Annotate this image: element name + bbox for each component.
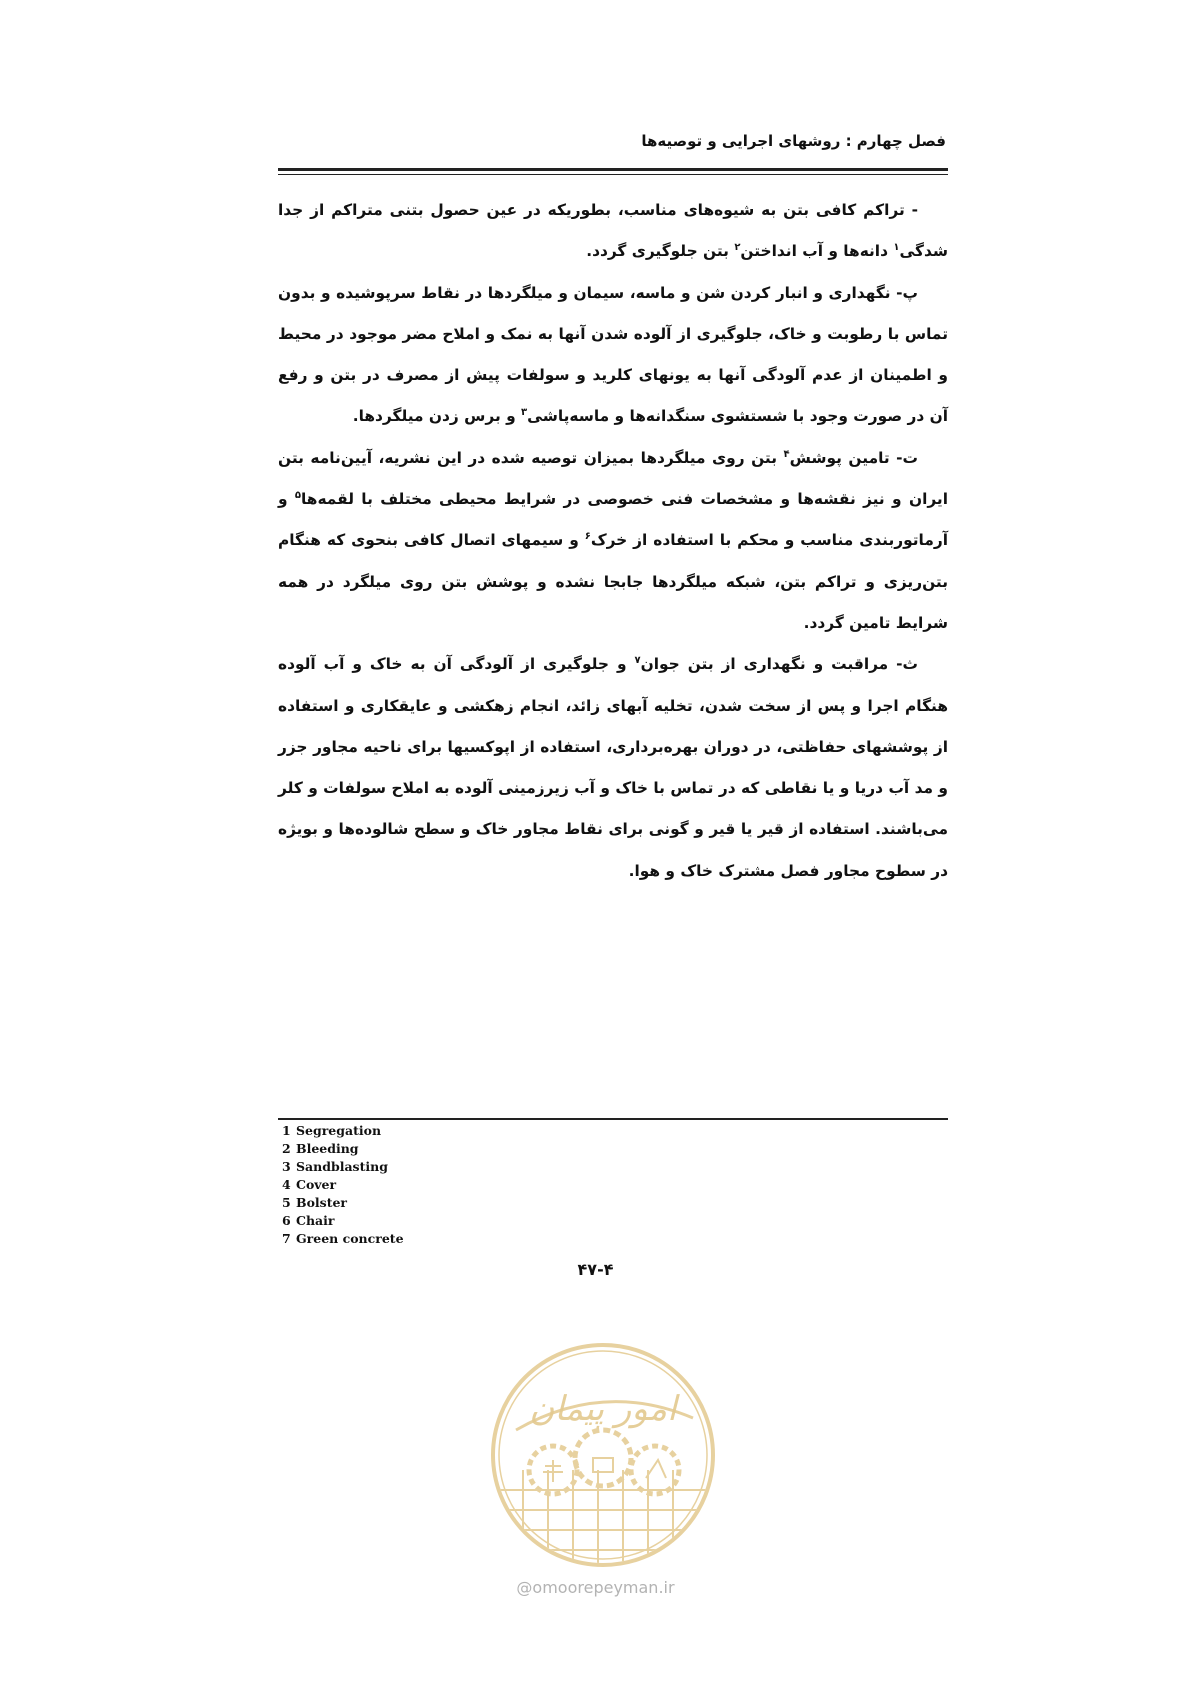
page-number: ۴۷-۴ (577, 1260, 614, 1279)
footnote-ref: ۷ (634, 655, 641, 667)
header-rule-thin (278, 174, 948, 175)
paragraph-text: پ- نگهداری و انبار کردن شن و ماسه، سیمان و میلگردها در نقاط سرپوشیده و بدون تماس با رطوبت و خاک، جلوگیری از آلوده شدن آنها به نمک و املاح مضر موجود در محیط و اطمینان از عدم آلودگی آنها به یونهای کلرید و سولفات پیش از مصرف در بتن و رفع آن در صورت وجود با شستشوی سنگدانه‌ها و ماسه‌پاشی (278, 283, 948, 426)
paragraph-text: - تراکم کافی بتن به شیوه‌های مناسب، بطوریکه در عین حصول بتنی متراکم از جدا شدگی (278, 201, 948, 261)
footnote-number: 5 (282, 1195, 291, 1210)
footnote-ref: ۲ (734, 242, 741, 254)
paragraph-text: و آرماتوربندی مناسب و محکم با استفاده از خرک (278, 490, 948, 550)
footnote-number: 1 (282, 1123, 291, 1138)
footnote-number: 3 (282, 1159, 291, 1174)
paragraph-text: ت- تامین پوشش (789, 448, 919, 467)
footnote-number: 7 (282, 1231, 291, 1246)
page-header-title: فصل چهارم : روشهای اجرایی و توصیه‌ها (641, 132, 946, 150)
footnote-item (282, 1230, 404, 1248)
paragraph-text: بتن روی میلگردها بمیزان توصیه شده در این نشریه، آیین‌نامه بتن ایران و نیز نقشه‌ها و مشخصات فنی خصوصی در شرایط محیطی مختلف با لقمه‌ها (278, 448, 948, 509)
paragraph-text: بتن جلوگیری گردد. (586, 242, 735, 261)
footnote-item (282, 1194, 404, 1212)
footnote-text: Chair (296, 1213, 335, 1228)
paragraph-text: و سیمهای اتصال کافی بنحوی که هنگام بتن‌ریزی و تراکم بتن، شبکه میلگردها جابجا نشده و پوشش بتن روی میلگرد در همه شرایط تامین گردد. (278, 531, 948, 632)
header-rule-thick (278, 168, 948, 171)
body-paragraph (278, 190, 948, 273)
footnote-item (282, 1176, 404, 1194)
footnote-ref: ۵ (294, 489, 302, 501)
footnote-text: Sandblasting (296, 1159, 388, 1174)
footnote-text: Green concrete (296, 1231, 404, 1246)
footnote-number: 4 (282, 1177, 291, 1192)
footnote-item (282, 1122, 404, 1140)
watermark-logo-text: امور پیمان (529, 1389, 677, 1429)
footnote-ref: ۴ (783, 448, 790, 460)
footnote-text: Cover (296, 1177, 337, 1192)
footnote-ref: ۳ (521, 407, 528, 419)
footnote-text: Bleeding (296, 1141, 359, 1156)
footnote-text: Bolster (296, 1195, 348, 1210)
paragraph-text: و برس زدن میلگردها. (352, 407, 522, 426)
footnote-text: Segregation (296, 1123, 382, 1138)
footnote-ref: ۶ (584, 531, 591, 543)
footnote-separator (278, 1118, 948, 1120)
paragraph-text: ث- مراقبت و نگهداری از بتن جوان (640, 655, 919, 674)
footnote-item (282, 1158, 404, 1176)
footnote-item (282, 1140, 404, 1158)
footnote-item (282, 1212, 404, 1230)
watermark-url: @omoorepeyman.ir (516, 1578, 675, 1597)
paragraph-text: و جلوگیری از آلودگی آن به خاک و آب آلوده هنگام اجرا و پس از سخت شدن، تخلیه آبهای زائد، انجام زهکشی و عایقکاری و استفاده از پوششهای حفاظتی، در دوران بهره‌برداری، استفاده از اپوکسیها برای ناحیه مجاور جزر و مد آب دریا و یا نقاطی که در تماس با خاک و آب زیرزمینی آلوده به املاح سولفات و کلر می‌باشند. استفاده از قیر یا قیر و گونی برای نقاط مجاور خاک و سطح شالوده‌ها و بویژه در سطوح مجاور فصل مشترک خاک و هوا. (278, 655, 948, 880)
body-paragraph (278, 273, 948, 438)
footnotes-list (282, 1122, 404, 1248)
watermark-logo (488, 1340, 718, 1570)
footnote-number: 2 (282, 1141, 291, 1156)
body-paragraph (278, 438, 948, 644)
body-paragraph (278, 644, 948, 892)
footnote-number: 6 (282, 1213, 291, 1228)
body-text (278, 190, 948, 892)
footnote-ref: ۱ (893, 242, 900, 254)
paragraph-text: دانه‌ها و آب انداختن (740, 242, 894, 261)
